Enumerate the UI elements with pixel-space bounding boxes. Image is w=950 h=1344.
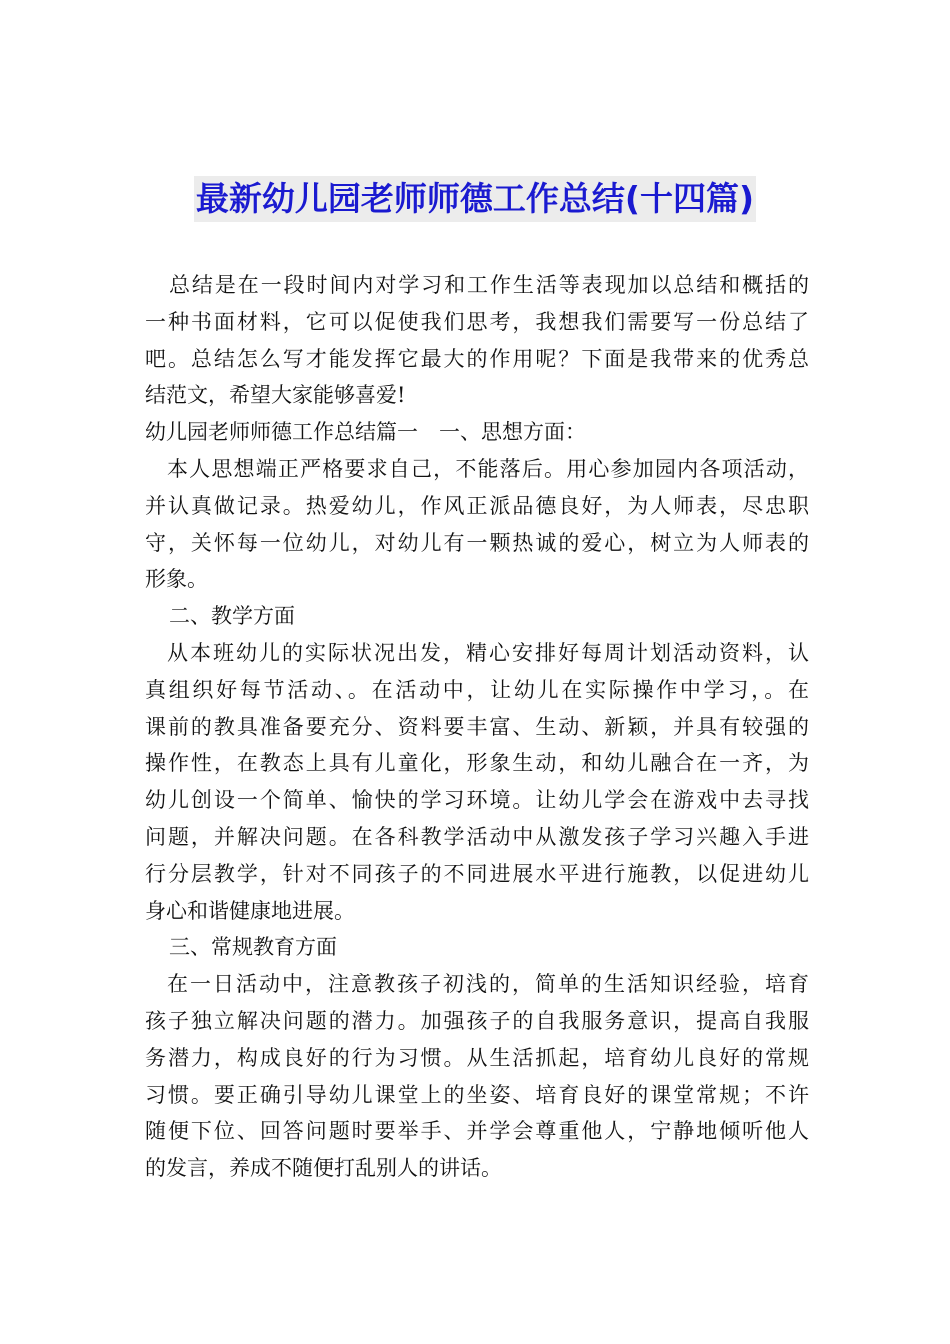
body-text-line: 形象。 (145, 567, 208, 592)
body-text-line: 吧。总结怎么写才能发挥它最大的作用呢？下面是我带来的优秀总 (145, 346, 809, 371)
body-text-line: 结范文，希望大家能够喜爱! (145, 383, 406, 408)
body-text-line: 操作性，在教态上具有儿童化，形象生动，和幼儿融合在一齐，为 (145, 751, 809, 776)
body-text-line: 幼儿创设一个简单、愉快的学习环境。让幼儿学会在游戏中去寻找 (145, 788, 809, 813)
body-text-line: 身心和谐健康地进展。 (145, 898, 355, 923)
body-text-line: 课前的教具准备要充分、资料要丰富、生动、新颖，并具有较强的 (145, 714, 809, 739)
body-text-line: 从本班幼儿的实际状况出发，精心安排好每周计划活动资料，认 (167, 640, 809, 665)
document-title: 最新幼儿园老师师德工作总结(十四篇) (194, 176, 756, 222)
document-title-container (0, 176, 950, 222)
document-body (145, 267, 809, 1187)
body-text-line: 总结是在一段时间内对学习和工作生活等表现加以总结和概括的 (169, 273, 809, 297)
body-text-line: 幼儿园老师师德工作总结篇一 一、思想方面： (145, 420, 586, 445)
body-text-line: 随便下位、回答问题时要举手、并学会尊重他人，宁静地倾听他人 (145, 1119, 809, 1144)
body-text-line: 三、常规教育方面 (169, 935, 337, 960)
body-text-line: 守，关怀每一位幼儿，对幼儿有一颗热诚的爱心，树立为人师表的 (145, 530, 809, 555)
body-text-line: 习惯。要正确引导幼儿课堂上的坐姿、培育良好的课堂常规；不许 (145, 1082, 809, 1107)
body-text-line: 的发言，养成不随便打乱别人的讲话。 (145, 1156, 502, 1181)
body-text-line: 并认真做记录。热爱幼儿，作风正派品德良好，为人师表，尽忠职 (145, 493, 809, 518)
body-text-line: 孩子独立解决问题的潜力。加强孩子的自我服务意识，提高自我服 (145, 1008, 809, 1033)
body-text-line: 二、教学方面 (169, 604, 295, 629)
body-text-line: 真组织好每节活动、。在活动中，让幼儿在实际操作中学习，。在 (145, 677, 809, 702)
body-text-line: 行分层教学，针对不同孩子的不同进展水平进行施教，以促进幼儿 (145, 861, 809, 886)
body-text-line: 一种书面材料，它可以促使我们思考，我想我们需要写一份总结了 (145, 309, 809, 334)
body-text-line: 本人思想端正严格要求自己，不能落后。用心参加园内各项活动， (167, 456, 809, 481)
body-text-line: 问题，并解决问题。在各科教学活动中从激发孩子学习兴趣入手进 (145, 824, 809, 849)
body-text-line: 在一日活动中，注意教孩子初浅的，简单的生活知识经验，培育 (167, 972, 809, 997)
body-text-line: 务潜力，构成良好的行为习惯。从生活抓起，培育幼儿良好的常规 (145, 1045, 809, 1070)
